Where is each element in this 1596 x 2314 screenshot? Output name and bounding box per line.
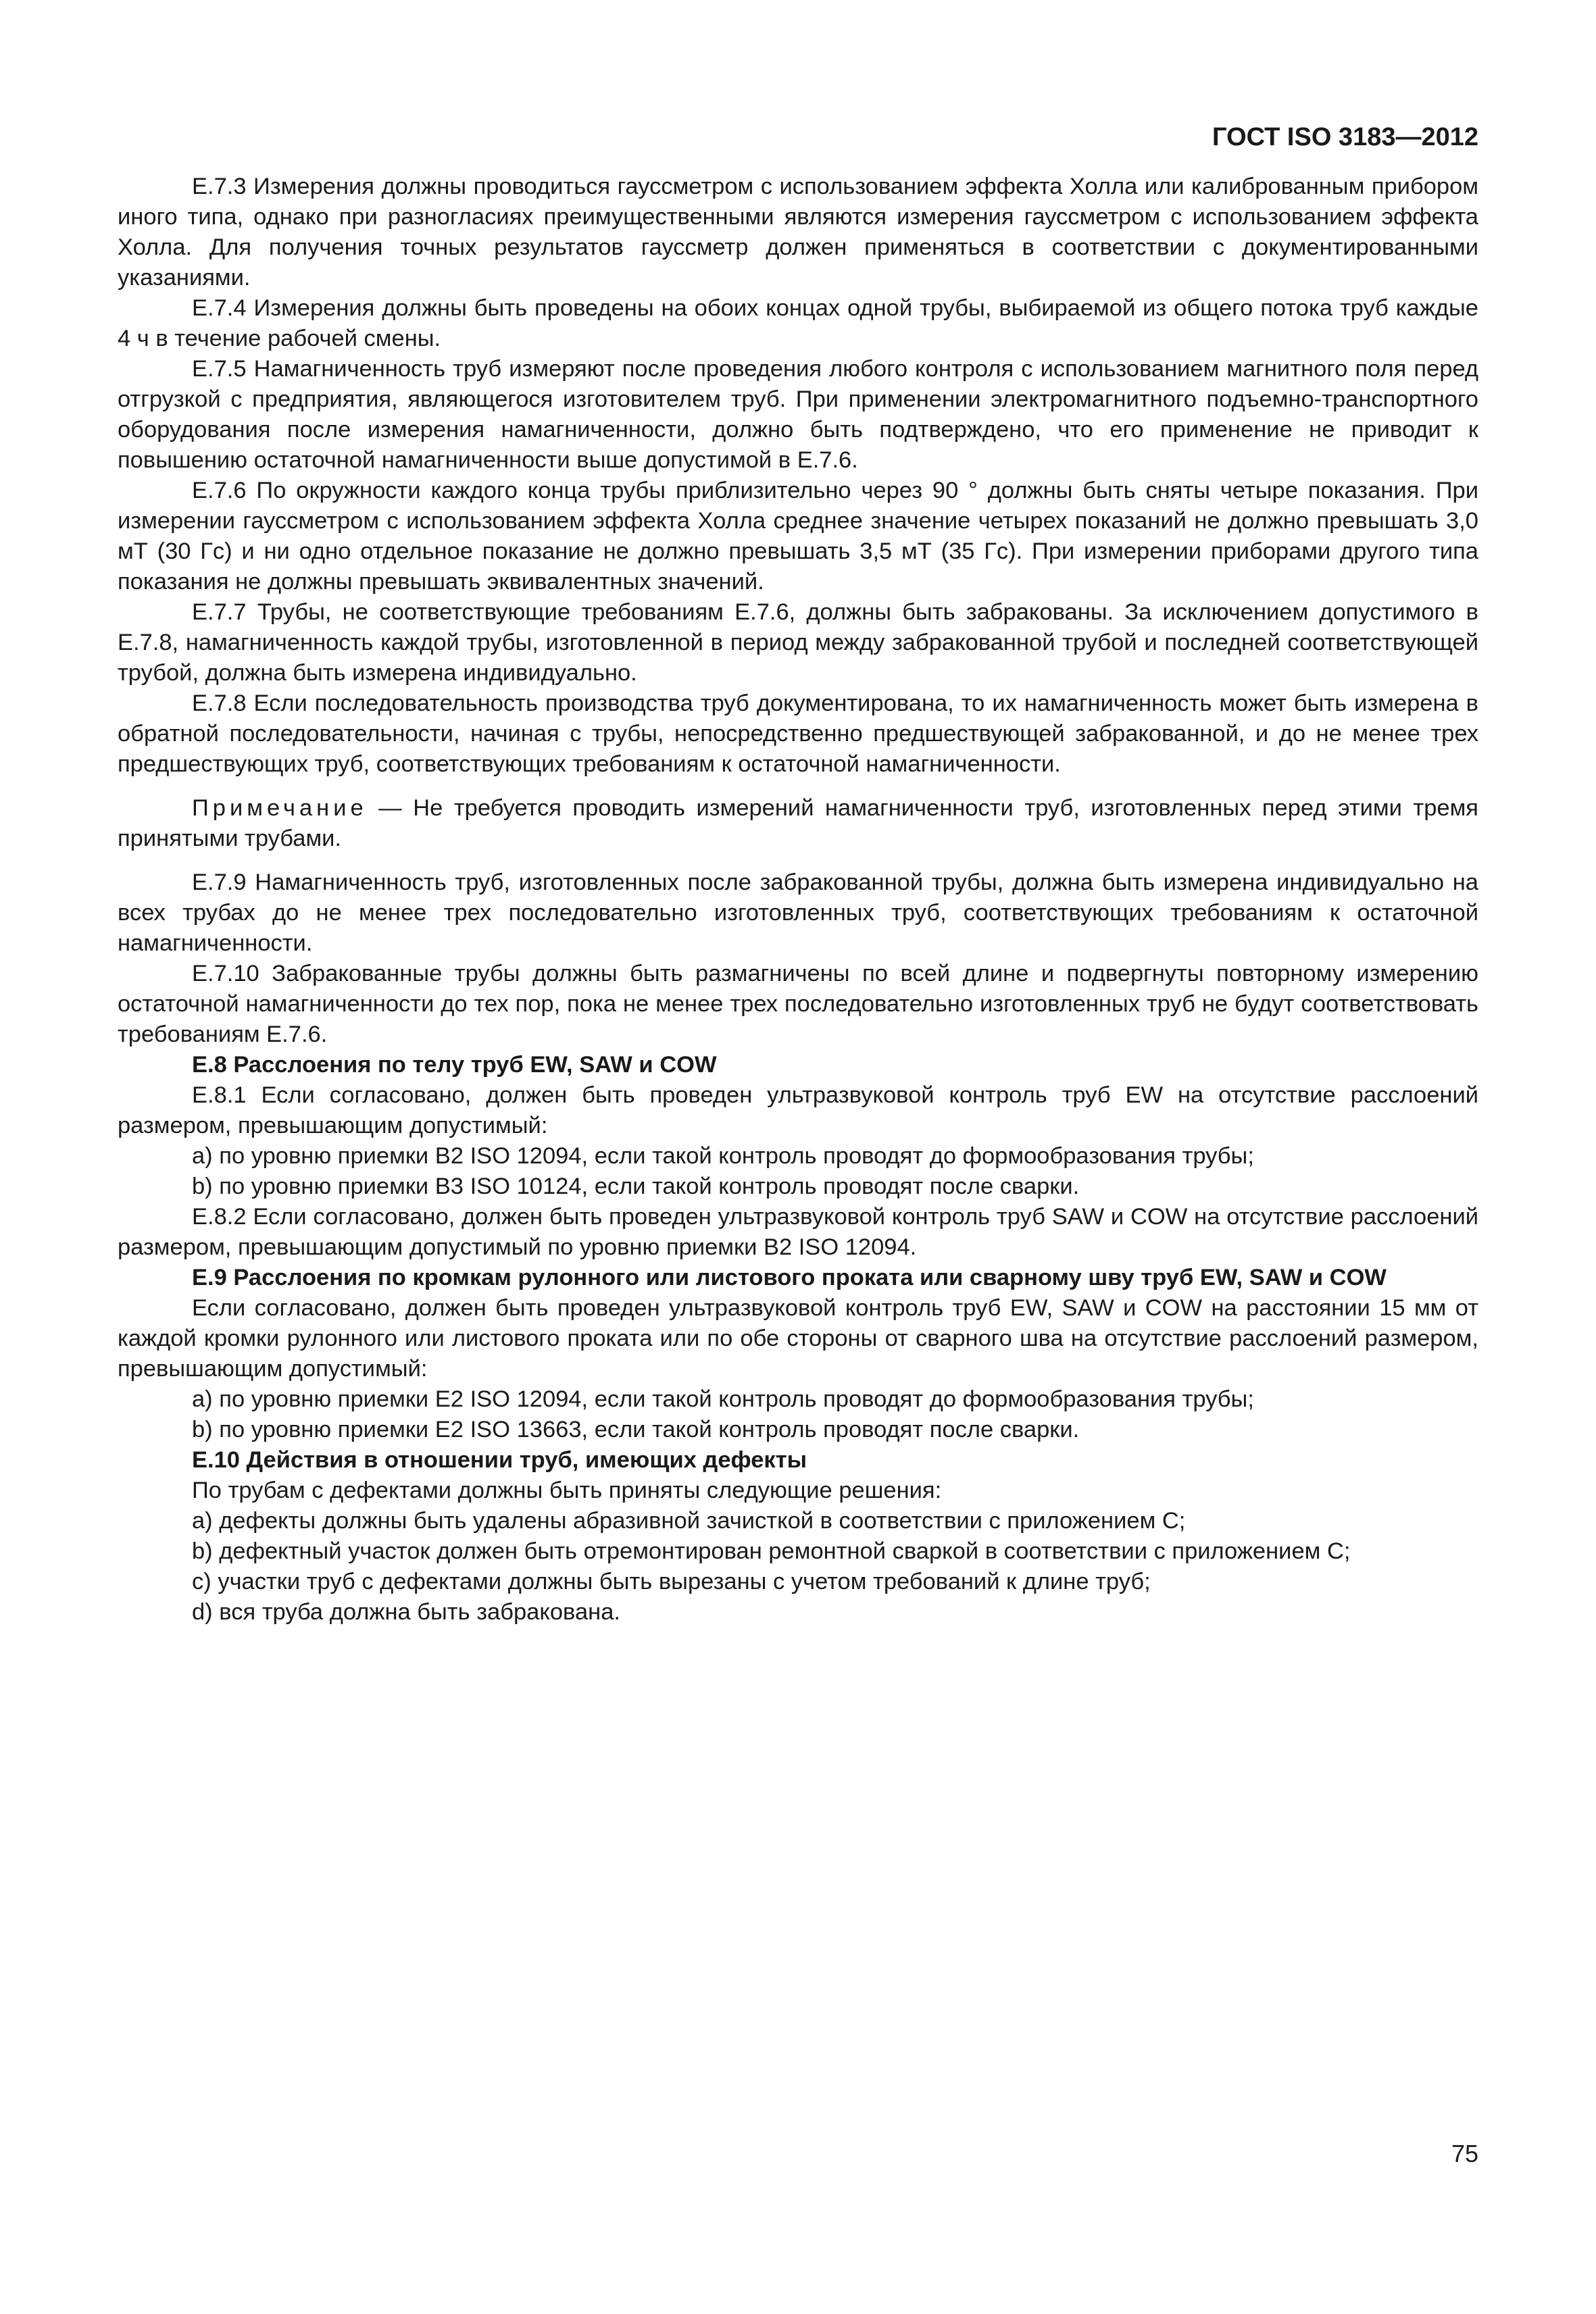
page-number: 75	[1451, 2140, 1478, 2167]
paragraph-e-7-6: E.7.6 По окружности каждого конца трубы приблизительно через 90 ° должны быть сняты четыре показания. При измерении гауссметром с использованием эффекта Холла среднее значение четырех показаний не должно превышать 3,0 мТ (30 Гс) и ни одно отдельное показание не должно превышать 3,5 мТ (35 Гс). При измерении приборами другого типа показания не должны превышать эквивалентных значений.	[118, 478, 1478, 595]
paragraph-e-7-5: E.7.5 Намагниченность труб измеряют после проведения любого контроля с использованием магнитного поля перед отгрузкой с предприятия, являющегося изготовителем труб. При применении электромагнитного подъемно-транспортного оборудования после измерения намагниченности, должно быть подтверждено, что его применение не приводит к повышению остаточной намагниченности выше допустимой в E.7.6.	[118, 356, 1478, 473]
note-label: Примечание	[192, 795, 368, 821]
paragraph-e-7-8: E.7.8 Если последовательность производства труб документирована, то их намагниченность может быть измерена в обратной последовательности, начиная с трубы, непосредственно предшествующей забракованной, и до не менее трех предшествующих труб, соответствующих требованиям к остаточной намагниченности.	[118, 690, 1478, 777]
list-item-e-10-c: c) участки труб с дефектами должны быть вырезаны с учетом требований к длине труб;	[192, 1569, 1151, 1594]
list-item-e-8-1-b: b) по уровню приемки B3 ISO 10124, если такой контроль проводят после сварки.	[192, 1174, 1080, 1199]
paragraph-e-7-10: E.7.10 Забракованные трубы должны быть размагничены по всей длине и подвергнуты повторному измерению остаточной намагниченности до тех пор, пока не менее трех последовательно изготовленных труб не будут соответствовать требованиям E.7.6.	[118, 961, 1478, 1047]
section-heading-e-8: E.8 Расслоения по телу труб EW, SAW и COW	[192, 1052, 717, 1078]
section-heading-e-9: E.9 Расслоения по кромкам рулонного или листового проката или сварному шву труб EW, SAW и COW	[192, 1265, 1387, 1290]
section-heading-e-10: E.10 Действия в отношении труб, имеющих дефекты	[192, 1447, 807, 1473]
document-body	[118, 172, 1478, 1628]
paragraph-e-7-4: E.7.4 Измерения должны быть проведены на обоих концах одной трубы, выбираемой из общего потока труб каждые 4 ч в течение рабочей смены.	[118, 295, 1478, 351]
paragraph-e-7-7: E.7.7 Трубы, не соответствующие требованиям E.7.6, должны быть забракованы. За исключением допустимого в E.7.8, намагниченность каждой трубы, изготовленной в период между забракованной трубой и последней соответствующей трубой, должна быть измерена индивидуально.	[118, 599, 1478, 686]
list-item-e-10-b: b) дефектный участок должен быть отремонтирован ремонтной сваркой в соответствии с приложением C;	[192, 1538, 1351, 1564]
paragraph-e-8-1: E.8.1 Если согласовано, должен быть проведен ультразвуковой контроль труб EW на отсутствие расслоений размером, превышающим допустимый:	[118, 1082, 1478, 1138]
document-header: ГОСТ ISO 3183—2012	[1212, 123, 1478, 151]
list-item-e-10-d: d) вся труба должна быть забракована.	[192, 1599, 620, 1625]
note	[118, 793, 1478, 854]
paragraph-e-7-9: E.7.9 Намагниченность труб, изготовленных после забракованной трубы, должна быть измерена индивидуально на всех трубах до не менее трех последовательно изготовленных труб, соответствующих требованиям к остаточной намагниченности.	[118, 870, 1478, 956]
list-item-e-9-b: b) по уровню приемки E2 ISO 13663, если такой контроль проводят после сварки.	[192, 1417, 1080, 1442]
note-text: — Не требуется проводить измерений намагниченности труб, изготовленных перед этими тремя принятыми трубами.	[118, 795, 1478, 851]
paragraph-e-9: Если согласовано, должен быть проведен ультразвуковой контроль труб EW, SAW и COW на расстоянии 15 мм от каждой кромки рулонного или листового проката или по обе стороны от сварного шва на отсутствие расслоений размером, превышающим допустимый:	[118, 1295, 1478, 1382]
paragraph-e-7-3: E.7.3 Измерения должны проводиться гауссметром с использованием эффекта Холла или калиброванным прибором иного типа, однако при разногласиях преимущественными являются измерения гауссметром с использованием эффекта Холла. Для получения точных результатов гауссметр должен применяться в соответствии с документированными указаниями.	[118, 174, 1478, 291]
paragraph-e-8-2: E.8.2 Если согласовано, должен быть проведен ультразвуковой контроль труб SAW и COW на отсутствие расслоений размером, превышающим допустимый по уровню приемки B2 ISO 12094.	[118, 1204, 1478, 1260]
list-item-e-9-a: a) по уровню приемки E2 ISO 12094, если такой контроль проводят до формообразования трубы;	[192, 1386, 1254, 1412]
paragraph-e-10: По трубам с дефектами должны быть приняты следующие решения:	[192, 1478, 942, 1503]
list-item-e-10-a: a) дефекты должны быть удалены абразивной зачисткой в соответствии с приложением C;	[192, 1508, 1186, 1534]
list-item-e-8-1-a: a) по уровню приемки B2 ISO 12094, если такой контроль проводят до формообразования трубы;	[192, 1143, 1254, 1169]
